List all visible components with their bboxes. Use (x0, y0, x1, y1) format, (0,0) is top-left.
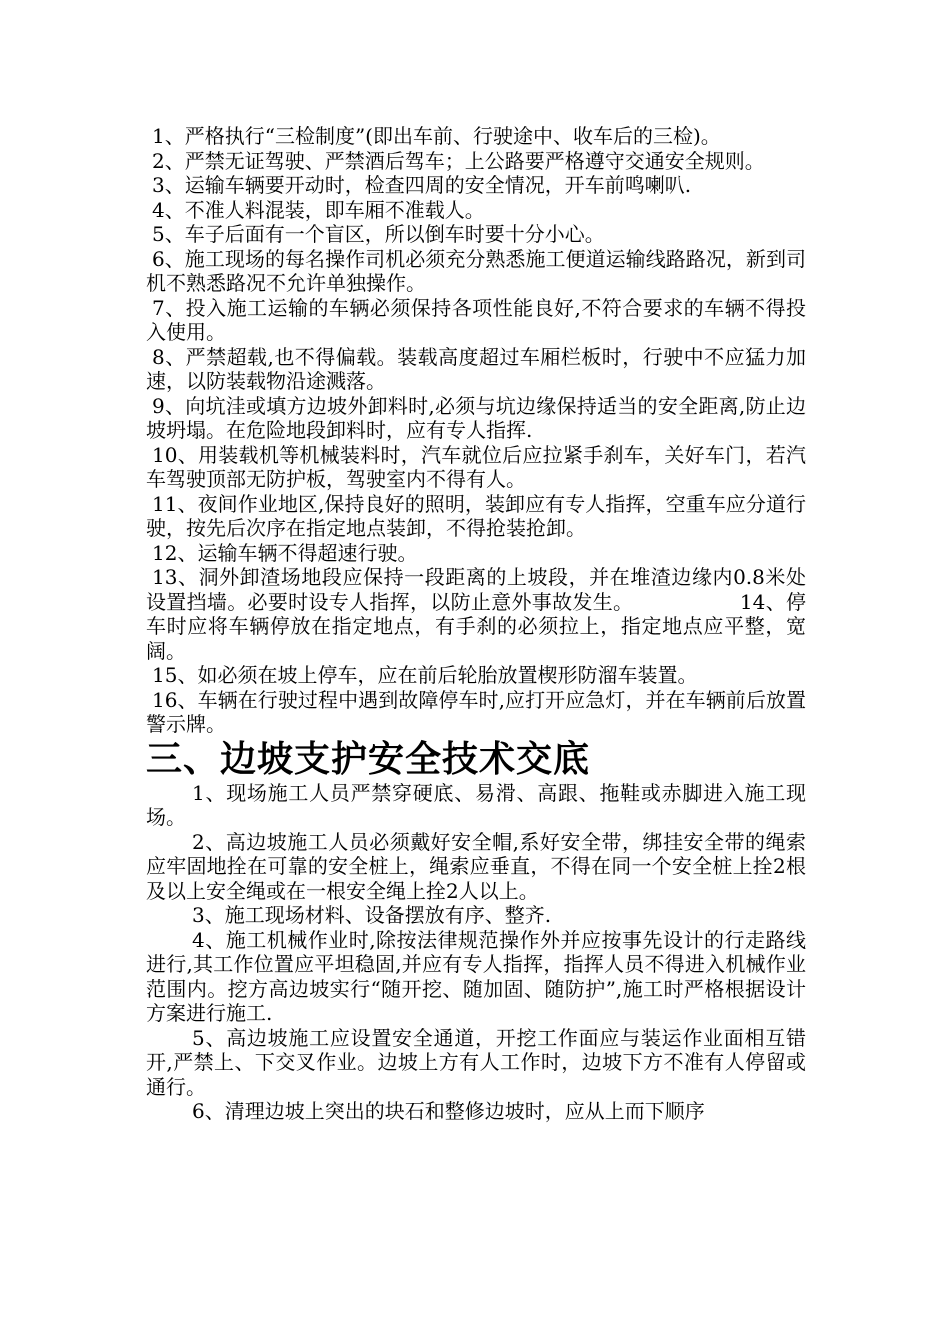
section-heading: 三、边坡支护安全技术交底 (146, 737, 591, 780)
section-paragraph: 1、现场施工人员严禁穿硬底、易滑、高跟、拖鞋或赤脚进入施工现场。 (146, 780, 806, 829)
list-item: 3、运输车辆要开动时，检查四周的安全情况，开车前鸣喇叭. (152, 173, 692, 197)
list-item: 2、严禁无证驾驶、严禁酒后驾车；上公路要严格遵守交通安全规则。 (152, 148, 765, 173)
list-item: 6、施工现场的每名操作司机必须充分熟悉施工便道运输线路路况，新到司机不熟悉路况不允许单独操作。 (146, 246, 806, 295)
list-item: 5、车子后面有一个盲区，所以倒车时要十分小心。 (152, 222, 605, 246)
section-paragraph: 5、高边坡施工应设置安全通道，开挖工作面应与装运作业面相互错开,严禁上、下交叉作业。边坡上方有人工作时，边坡下方不准有人停留或通行。 (146, 1025, 806, 1099)
list-item: 16、车辆在行驶过程中遇到故障停车时,应打开应急灯，并在车辆前后放置警示牌。 (146, 687, 806, 736)
list-item: 10、用装载机等机械装料时，汽车就位后应拉紧手刹车，关好车门，若汽车驾驶顶部无防护板，驾驶室内不得有人。 (146, 442, 806, 491)
section-paragraph: 3、施工现场材料、设备摆放有序、整齐. (192, 903, 552, 927)
document-body (146, 124, 806, 1124)
section-paragraph: 6、清理边坡上突出的块石和整修边坡时，应从上而下顺序 (192, 1099, 705, 1123)
section-paragraph: 4、施工机械作业时,除按法律规范操作外并应按事先设计的行走路线进行,其工作位置应平坦稳固,并应有专人指挥，指挥人员不得进入机械作业范围内。挖方高边坡实行“随开挖、随加固、随防护”,施工时严格根据设计方案进行施工. (146, 927, 806, 1025)
section-paragraph: 2、高边坡施工人员必须戴好安全帽,系好安全带，绑挂安全带的绳索应牢固地拴在可靠的安全桩上，绳索应垂直，不得在同一个安全桩上拴2根及以上安全绳或在一根安全绳上拴2人以上。 (146, 829, 806, 903)
list-item: 8、严禁超载,也不得偏载。装载高度超过车厢栏板时，行驶中不应猛力加速，以防装载物沿途溅落。 (146, 344, 806, 393)
list-item: 1、严格执行“三检制度”(即出车前、行驶途中、收车后的三检)。 (152, 124, 721, 148)
list-item: 9、向坑洼或填方边坡外卸料时,必须与坑边缘保持适当的安全距离,防止边坡坍塌。在危险地段卸料时，应有专人指挥. (146, 393, 806, 442)
list-item: 13、洞外卸渣场地段应保持一段距离的上坡段，并在堆渣边缘内0.8米处设置挡墙。必要时设专人指挥，以防止意外事故发生。 14、停车时应将车辆停放在指定地点，有手刹的必须拉上，指定地点应平整，宽阔。 (146, 565, 806, 663)
list-item: 7、投入施工运输的车辆必须保持各项性能良好,不符合要求的车辆不得投入使用。 (146, 295, 806, 344)
vehicle-safety-list (146, 124, 806, 737)
list-item: 12、运输车辆不得超速行驶。 (152, 540, 418, 565)
slope-support-section (146, 781, 806, 1124)
list-item: 11、夜间作业地区,保持良好的照明，装卸应有专人指挥，空重车应分道行驶，按先后次序在指定地点装卸，不得抢装抢卸。 (146, 491, 806, 540)
list-item: 15、如必须在坡上停车，应在前后轮胎放置楔形防溜车装置。 (152, 663, 698, 687)
list-item: 4、不准人料混装，即车厢不准载人。 (152, 197, 485, 222)
